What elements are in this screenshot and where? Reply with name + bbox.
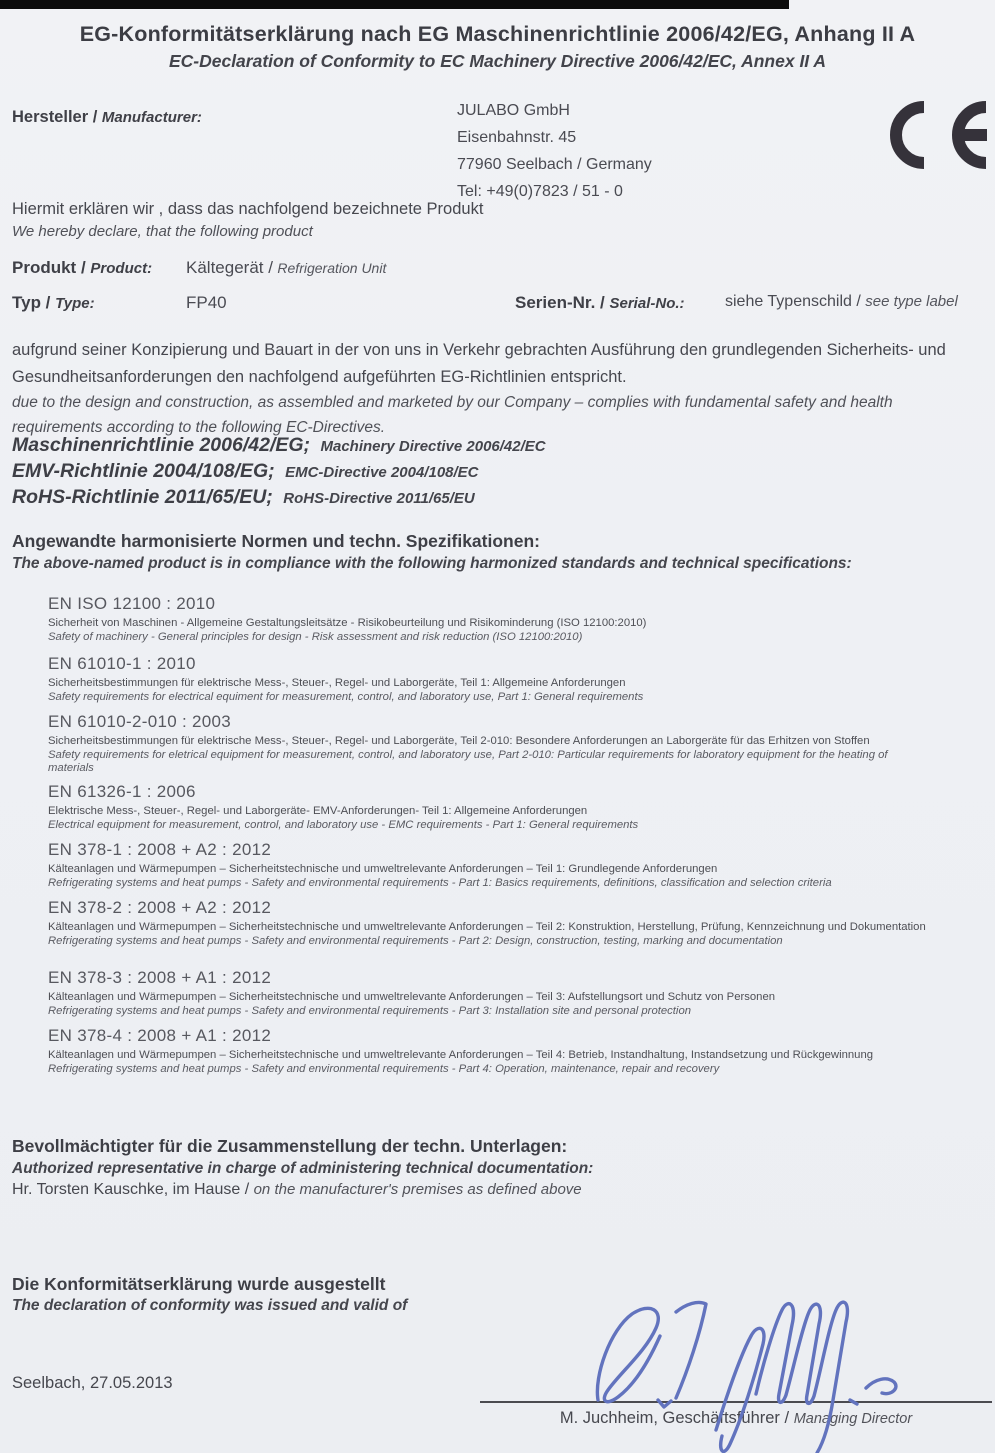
product-label-de: Produkt /	[12, 258, 86, 277]
manufacturer-phone: Tel: +49(0)7823 / 51 - 0	[457, 183, 623, 200]
type-label-de: Typ /	[12, 293, 51, 312]
standard-code: EN ISO 12100 : 2010	[48, 594, 216, 613]
compliance-text-de: aufgrund seiner Konzipierung und Bauart in der von uns in Verkehr gebrachten Ausführung den grundlegenden Sicherheits- und Gesundheitsanforderungen den nachfolgend aufgeführten EG-Richtlinien entspricht.	[12, 341, 946, 386]
issue-heading-en: The declaration of conformity was issued and valid of	[12, 1297, 408, 1314]
intro-text-en: We hereby declare, that the following product	[12, 223, 313, 240]
document-title-en: EC-Declaration of Conformity to EC Machinery Directive 2006/42/EC, Annex II A	[168, 51, 827, 71]
standard-code: EN 61010-2-010 : 2003	[48, 712, 232, 731]
intro-text-de: Hiermit erklären wir , dass das nachfolgend bezeichnete Produkt	[12, 200, 484, 218]
standards-heading-de: Angewandte harmonisierte Normen und techn. Spezifikationen:	[12, 531, 540, 551]
standard-desc-de: Sicherheit von Maschinen - Allgemeine Gestaltungsleitsätze - Risikobeurteilung und Risikominderung (ISO 12100:2010)	[48, 617, 647, 629]
standard-desc-de: Elektrische Mess-, Steuer-, Regel- und Laborgeräte- EMV-Anforderungen- Teil 1: Allgemeine Anforderungen	[48, 805, 588, 817]
directive-emc	[12, 458, 546, 484]
manufacturer-name: JULABO GmbH	[457, 102, 570, 119]
standard-code: EN 61010-1 : 2010	[48, 654, 196, 673]
directive-emc-en: EMC-Directive 2004/108/EC	[285, 464, 479, 481]
ce-mark-icon	[874, 97, 992, 173]
serial-value-de: siehe Typenschild /	[725, 293, 861, 310]
standard-item	[48, 968, 948, 1018]
compliance-text-en: due to the design and construction, as assembled and marketed by our Company – complies with fundamental safety and health requirements according to the following EC-Directives.	[12, 394, 893, 436]
standards-heading-en: The above-named product is in compliance with the following harmonized standards and technical specifications:	[12, 555, 852, 572]
serial-label	[515, 293, 685, 313]
manufacturer-address	[457, 97, 652, 205]
directive-rohs-de: RoHS-Richtlinie 2011/65/EU;	[12, 486, 273, 508]
standard-desc-en: Refrigerating systems and heat pumps - Safety and environmental requirements - Part 4: Operation, maintenance, repair and recovery	[48, 1062, 720, 1075]
standard-desc-de: Kälteanlagen und Wärmepumpen – Sicherheitstechnische und umweltrelevante Anforderungen – Teil 4: Betrieb, Instandhaltung, Instandsetzung und Rückgewinnung	[48, 1049, 874, 1061]
standard-desc-de: Kälteanlagen und Wärmepumpen – Sicherheitstechnische und umweltrelevante Anforderungen – Teil 3: Aufstellungsort und Schutz von Personen	[48, 991, 776, 1003]
signature-handwriting	[588, 1278, 908, 1453]
type-value: FP40	[186, 293, 227, 312]
directives-list	[12, 432, 546, 510]
directive-machinery-de: Maschinenrichtlinie 2006/42/EG;	[12, 434, 311, 456]
signer-name-de: M. Juchheim, Geschäftsführer /	[559, 1409, 790, 1427]
standard-item	[48, 898, 948, 948]
product-label	[12, 258, 152, 277]
standard-item	[48, 840, 948, 890]
product-row	[12, 258, 982, 278]
serial-label-en: Serial-No.:	[609, 295, 685, 312]
manufacturer-street: Eisenbahnstr. 45	[457, 129, 577, 146]
scan-top-bar	[0, 0, 789, 9]
standard-item	[48, 1026, 948, 1076]
manufacturer-city: 77960 Seelbach / Germany	[457, 156, 652, 173]
standard-code: EN 378-1 : 2008 + A2 : 2012	[48, 840, 272, 859]
product-value	[186, 258, 386, 278]
authorized-rep-heading-de: Bevollmächtigter für die Zusammenstellung der techn. Unterlagen:	[12, 1136, 568, 1156]
standard-desc-de: Sicherheitsbestimmungen für elektrische Mess-, Steuer-, Regel- und Laborgeräte, Teil 1: Allgemeine Anforderungen	[48, 677, 626, 689]
standard-item	[48, 712, 948, 776]
standard-item	[48, 594, 948, 644]
standard-code: EN 378-3 : 2008 + A1 : 2012	[48, 968, 272, 987]
standard-code: EN 378-2 : 2008 + A2 : 2012	[48, 898, 272, 917]
authorized-rep-person-en: on the manufacturer's premises as defined above	[253, 1181, 582, 1198]
product-label-en: Product:	[90, 260, 153, 277]
standard-desc-de: Kälteanlagen und Wärmepumpen – Sicherheitstechnische und umweltrelevante Anforderungen – Teil 2: Konstruktion, Herstellung, Prüfung, Kennzeichnung und Dokumentation	[48, 921, 926, 933]
standard-desc-en: Safety of machinery - General principles for design - Risk assessment and risk reduction (ISO 12100:2010)	[48, 630, 583, 643]
product-value-en: Refrigeration Unit	[277, 260, 387, 276]
serial-value	[725, 293, 958, 311]
authorized-rep-person	[12, 1181, 582, 1199]
product-value-de: Kältegerät /	[186, 258, 273, 277]
standard-desc-en: Refrigerating systems and heat pumps - Safety and environmental requirements - Part 1: Basics requirements, definitions, classification and selection criteria	[48, 876, 832, 889]
directive-machinery-en: Machinery Directive 2006/42/EC	[320, 438, 546, 455]
directive-rohs-en: RoHS-Directive 2011/65/EU	[283, 490, 475, 507]
manufacturer-label	[12, 108, 202, 127]
document-title-de: EG-Konformitätserklärung nach EG Maschinenrichtlinie 2006/42/EG, Anhang II A	[79, 22, 916, 46]
standard-code: EN 61326-1 : 2006	[48, 782, 196, 801]
place-date: Seelbach, 27.05.2013	[12, 1374, 173, 1392]
standard-desc-de: Kälteanlagen und Wärmepumpen – Sicherheitstechnische und umweltrelevante Anforderungen – Teil 1: Grundlegende Anforderungen	[48, 863, 718, 875]
standard-desc-en: Safety requirements for eletrical equipment for measurement, control, and laboratory use, Part 2-010: Particular requirements for laboratory equipment for the heating of materials	[48, 748, 888, 774]
authorized-rep-heading-en: Authorized representative in charge of administering technical documentation:	[12, 1160, 594, 1177]
signer-title-en: Managing Director	[793, 1411, 913, 1427]
type-label-en: Type:	[55, 295, 95, 312]
standard-desc-en: Refrigerating systems and heat pumps - Safety and environmental requirements - Part 2: Design, construction, testing, marking and documentation	[48, 934, 783, 947]
directive-rohs	[12, 484, 546, 510]
type-label	[12, 293, 95, 312]
directive-machinery	[12, 432, 546, 458]
standard-code: EN 378-4 : 2008 + A1 : 2012	[48, 1026, 272, 1045]
standard-desc-en: Electrical equipment for measurement, control, and laboratory use - EMC requirements - Part 1: General requirements	[48, 818, 639, 831]
issue-heading-de: Die Konformitätserklärung wurde ausgestellt	[12, 1274, 386, 1294]
standard-desc-en: Safety requirements for electrical equiment for measurement, control, and laboratory use, Part 1: General requirements	[48, 690, 644, 703]
standard-desc-de: Sicherheitsbestimmungen für elektrische Mess-, Steuer-, Regel- und Laborgeräte, Teil 2-010: Besondere Anforderungen an Laborgeräte für das Erhitzen von Stoffen	[48, 735, 870, 747]
standard-item	[48, 782, 948, 832]
serial-label-de: Serien-Nr. /	[515, 293, 605, 312]
standard-item	[48, 654, 948, 704]
manufacturer-label-en: Manufacturer:	[101, 109, 202, 126]
manufacturer-label-de: Hersteller /	[12, 108, 98, 126]
standard-desc-en: Refrigerating systems and heat pumps - Safety and environmental requirements - Part 3: Installation site and personal protection	[48, 1004, 692, 1017]
directive-emc-de: EMV-Richtlinie 2004/108/EG;	[12, 460, 275, 482]
authorized-rep-person-de: Hr. Torsten Kauschke, im Hause /	[12, 1181, 250, 1198]
type-row	[12, 293, 982, 313]
serial-value-en: see type label	[865, 293, 958, 310]
